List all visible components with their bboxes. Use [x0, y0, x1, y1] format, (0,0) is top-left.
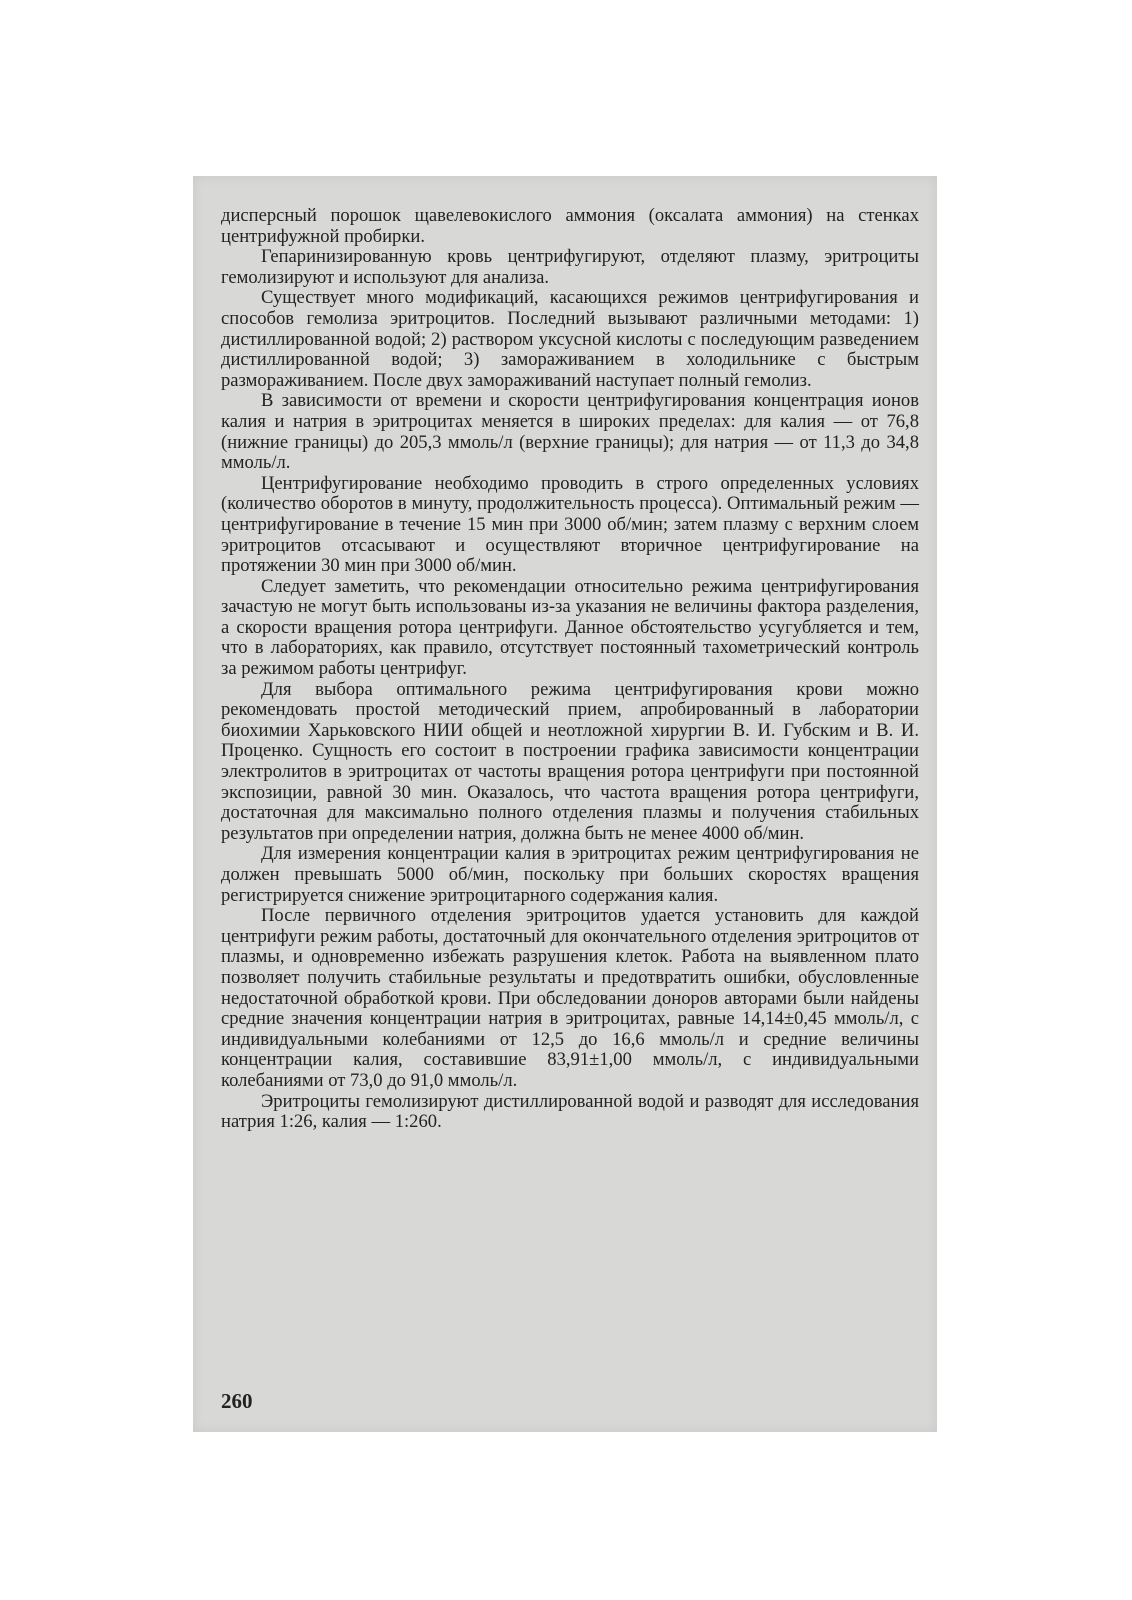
paragraph: Гепаринизированную кровь центрифугируют, отделяют плазму, эритроциты гемолизируют и используют для анализа. [221, 246, 919, 288]
paragraph: Для выбора оптимального режима центрифугирования крови можно рекомендовать простой методический прием, апробированный в лаборатории биохимии Харьковского НИИ общей и неотложной хирургии В. И. Губским и В. И. Проценко. Сущность его состоит в построении графика зависимости концентрации электролитов в эритроцитах от частоты вращения ротора центрифуги при постоянной экспозиции, равной 30 мин. Оказалось, что частота вращения ротора центрифуги, достаточная для максимально полного отделения плазмы и получения стабильных результатов при определении натрия, должна быть не менее 4000 об/мин. [221, 678, 919, 844]
paragraph: Следует заметить, что рекомендации относительно режима центрифугирования зачастую не могут быть использованы из-за указания не величины фактора разделения, а скорости вращения ротора центрифуги. Данное обстоятельство усугубляется и тем, что в лабораториях, как правило, отсутствует постоянный тахометрический контроль за режимом работы центрифуг. [221, 575, 919, 680]
page-number: 260 [221, 1389, 253, 1413]
paragraph: дисперсный порошок щавелевокислого аммония (оксалата аммония) на стенках центрифужной пробирки. [221, 205, 919, 247]
paragraph: После первичного отделения эритроцитов удается установить для каждой центрифуги режим работы, достаточный для окончательного отделения эритроцитов от плазмы, и одновременно избежать разрушения клеток. Работа на выявленном плато позволяет получить стабильные результаты и предотвратить ошибки, обусловленные недостаточной обработкой крови. При обследовании доноров авторами были найдены средние значения концентрации натрия в эритроцитах, равные 14,14±0,45 ммоль/л, с индивидуальными колебаниями от 12,5 до 16,6 ммоль/л и средние величины концентрации калия, составившие 83,91±1,00 ммоль/л, с индивидуальными колебаниями от 73,0 до 91,0 ммоль/л. [221, 905, 919, 1091]
paragraph: Для измерения концентрации калия в эритроцитах режим центрифугирования не должен превышать 5000 об/мин, поскольку при больших скоростях вращения регистрируется снижение эритроцитарного содержания калия. [221, 843, 919, 906]
page-body-text [221, 206, 919, 1133]
scanned-page [193, 176, 937, 1432]
paragraph: Эритроциты гемолизируют дистиллированной водой и разводят для исследования натрия 1:26, калия — 1:260. [221, 1090, 919, 1133]
paragraph: Центрифугирование необходимо проводить в строго определенных условиях (количество оборотов в минуту, продолжительность процесса). Оптимальный режим — центрифугирование в течение 15 мин при 3000 об/мин; затем плазму с верхним слоем эритроцитов отсасывают и осуществляют вторичное центрифугирование на протяжении 30 мин при 3000 об/мин. [221, 472, 919, 577]
paragraph: Существует много модификаций, касающихся режимов центрифугирования и способов гемолиза эритроцитов. Последний вызывают различными методами: 1) дистиллированной водой; 2) раствором уксусной кислоты с последующим разведением дистиллированной водой; 3) замораживанием в холодильнике с быстрым размораживанием. После двух замораживаний наступает полный гемолиз. [221, 287, 919, 391]
paragraph: В зависимости от времени и скорости центрифугирования концентрация ионов калия и натрия в эритроцитах меняется в широких пределах: для калия — от 76,8 (нижние границы) до 205,3 ммоль/л (верхние границы); для натрия — от 11,3 до 34,8 ммоль/л. [221, 390, 919, 474]
